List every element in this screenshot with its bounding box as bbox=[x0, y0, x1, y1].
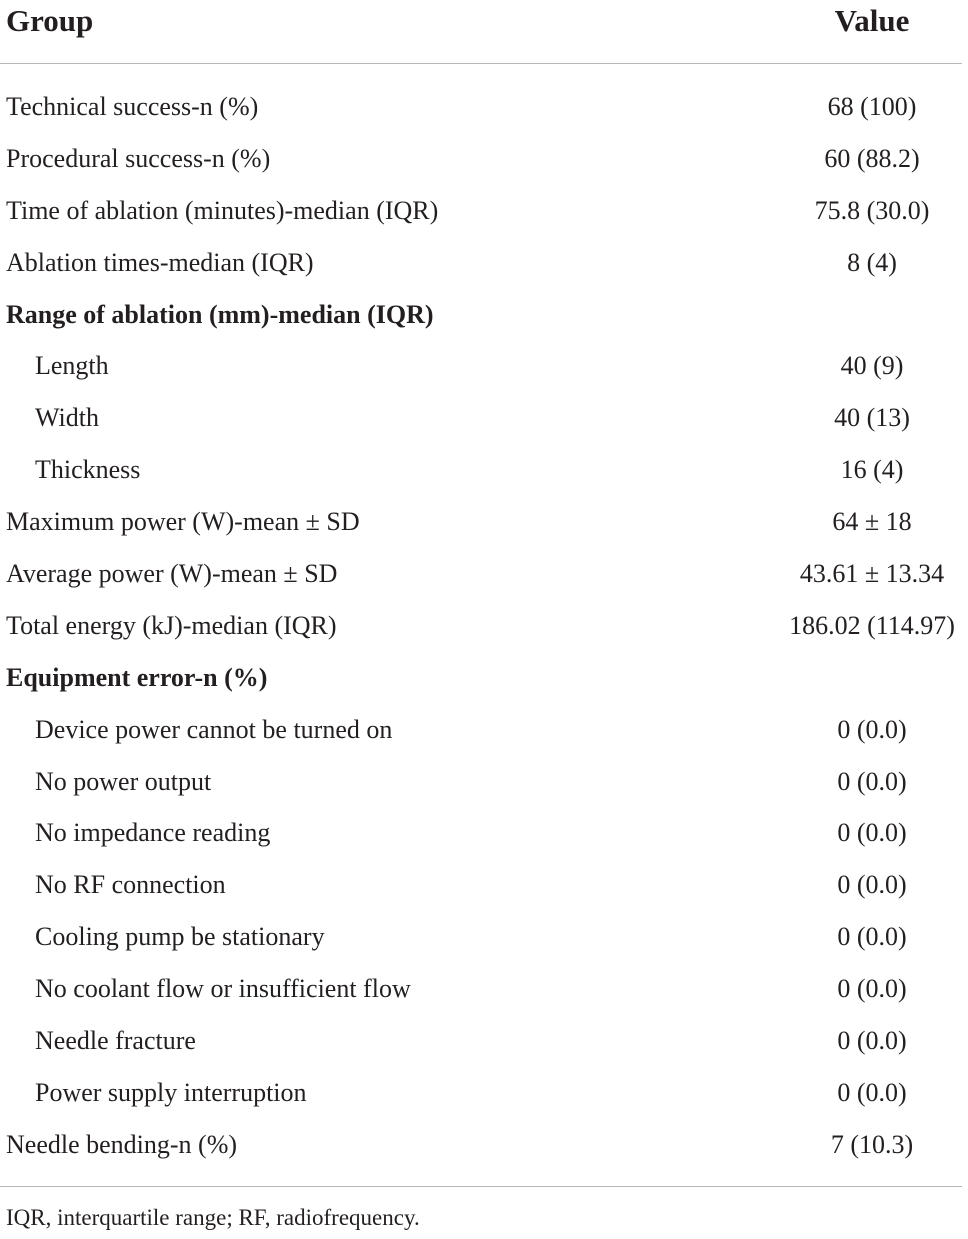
table-row bbox=[0, 964, 968, 1016]
row-label: Average power (W)-mean ± SD bbox=[6, 559, 338, 589]
table-row bbox=[0, 860, 968, 912]
table-row bbox=[0, 1016, 968, 1068]
row-value: 0 (0.0) bbox=[837, 870, 907, 900]
row-label: Procedural success-n (%) bbox=[6, 143, 271, 173]
row-value: 0 (0.0) bbox=[837, 766, 907, 796]
row-label: Thickness bbox=[35, 455, 141, 485]
row-value: 0 (0.0) bbox=[837, 1026, 907, 1056]
row-value: 75.8 (30.0) bbox=[814, 195, 930, 225]
row-label: Cooling pump be stationary bbox=[35, 922, 325, 952]
row-value: 8 (4) bbox=[847, 247, 897, 277]
row-label: No power output bbox=[35, 766, 212, 796]
row-label: Width bbox=[35, 403, 99, 433]
row-value: 68 (100) bbox=[827, 92, 917, 121]
table-row bbox=[0, 341, 968, 393]
table-row bbox=[0, 134, 968, 186]
column-header-group: Group bbox=[6, 3, 94, 38]
column-header-value: Value bbox=[834, 3, 910, 38]
section-label: Equipment error-n (%) bbox=[6, 662, 268, 692]
header-divider bbox=[0, 63, 962, 64]
table-row bbox=[0, 1120, 968, 1172]
footer-divider bbox=[0, 1186, 962, 1187]
row-value: 0 (0.0) bbox=[837, 818, 907, 848]
row-label: Power supply interruption bbox=[35, 1077, 307, 1107]
row-label: No coolant flow or insufficient flow bbox=[35, 974, 411, 1004]
table-row bbox=[0, 497, 968, 549]
row-label: Maximum power (W)-mean ± SD bbox=[6, 507, 360, 537]
row-label: Time of ablation (minutes)-median (IQR) bbox=[6, 195, 439, 225]
table-row bbox=[0, 445, 968, 497]
row-label: Length bbox=[35, 351, 109, 381]
row-value: 43.61 ± 13.34 bbox=[799, 559, 945, 589]
row-value: 0 (0.0) bbox=[837, 1077, 907, 1107]
table-body bbox=[0, 82, 968, 1172]
table-row bbox=[0, 1068, 968, 1120]
row-label: No RF connection bbox=[35, 870, 226, 900]
row-value: 64 ± 18 bbox=[832, 507, 912, 537]
row-value: 16 (4) bbox=[840, 455, 904, 485]
row-label: Needle bending-n (%) bbox=[6, 1129, 238, 1159]
table-row bbox=[0, 186, 968, 238]
table-footnote: IQR, interquartile range; RF, radiofrequency. bbox=[6, 1205, 420, 1230]
row-value: 0 (0.0) bbox=[837, 974, 907, 1004]
table-row bbox=[0, 808, 968, 860]
row-label: Technical success-n (%) bbox=[6, 92, 259, 121]
table-row bbox=[0, 601, 968, 653]
section-label: Range of ablation (mm)-median (IQR) bbox=[6, 299, 434, 329]
row-value: 186.02 (114.97) bbox=[789, 610, 955, 640]
row-value: 60 (88.2) bbox=[824, 143, 920, 173]
table-section-row bbox=[0, 653, 968, 705]
row-value: 0 (0.0) bbox=[837, 922, 907, 952]
table-row bbox=[0, 393, 968, 445]
row-value: 7 (10.3) bbox=[830, 1129, 914, 1159]
table-row bbox=[0, 82, 968, 134]
row-label: No impedance reading bbox=[35, 818, 271, 848]
table-row bbox=[0, 238, 968, 290]
row-value: 40 (13) bbox=[834, 403, 910, 433]
row-label: Needle fracture bbox=[35, 1026, 196, 1056]
table-section-row bbox=[0, 290, 968, 342]
table-row bbox=[0, 549, 968, 601]
row-value: 0 (0.0) bbox=[837, 714, 907, 744]
row-label: Device power cannot be turned on bbox=[35, 714, 393, 744]
table-row bbox=[0, 705, 968, 757]
table-row bbox=[0, 912, 968, 964]
row-label: Ablation times-median (IQR) bbox=[6, 247, 314, 277]
row-value: 40 (9) bbox=[840, 351, 904, 381]
table-row bbox=[0, 757, 968, 809]
row-label: Total energy (kJ)-median (IQR) bbox=[6, 610, 337, 640]
table-header bbox=[0, 0, 968, 44]
